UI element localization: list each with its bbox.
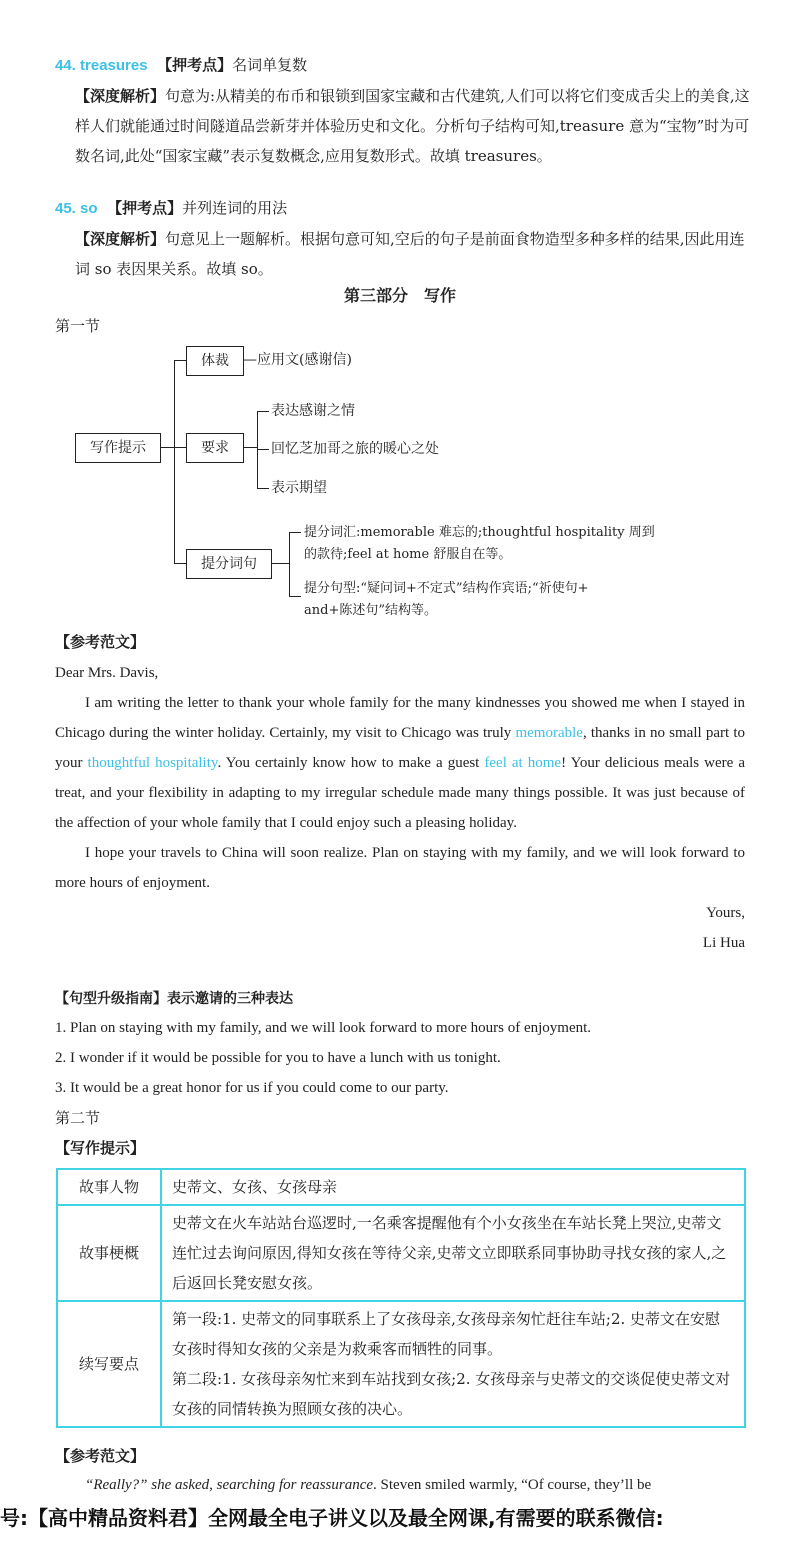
table-cell-content: 史蒂文、女孩、女孩母亲 <box>161 1169 745 1205</box>
q44-block <box>55 50 755 171</box>
mindmap-req-item: 表示期望 <box>271 480 327 496</box>
connector <box>289 532 290 596</box>
table-cell-content: 史蒂文在火车站站台巡逻时,一名乘客提醒他有个小女孩坐在车站长凳上哭泣,史蒂文连忙过去询问原因,得知女孩在等待父亲,史蒂文立即联系同事协助寻找女孩的家人,之后返回长凳安慰女孩。 <box>161 1205 745 1301</box>
q45-header <box>55 193 755 224</box>
sample2-text <box>55 1470 755 1500</box>
upgrade-item: 2. I wonder if it would be possible for you to have a lunch with us tonight. <box>55 1050 501 1066</box>
part3-title: 第三部分 写作 <box>343 286 456 305</box>
sample2-quote: she asked <box>147 1477 210 1493</box>
q44-header <box>55 50 755 81</box>
mindmap-score-sentences <box>304 578 588 622</box>
table-cell-label: 续写要点 <box>57 1301 161 1427</box>
highlight-phrase: feel at home <box>484 755 562 771</box>
score-sentence-line: and+陈述句”结构等。 <box>304 603 437 618</box>
upgrade-title: 【句型升级指南】表示邀请的三种表达 <box>55 991 293 1007</box>
sample2-text-part: . Steven smiled warmly, “Of course, they’ll be <box>373 1477 652 1493</box>
table-cell-content <box>161 1301 745 1427</box>
sample-label: 【参考范文】 <box>55 633 146 651</box>
letter-text: , thanks in no small part to your <box>55 725 745 771</box>
highlight-phrase: thoughtful hospitality <box>87 755 218 771</box>
writing-tips-label: 【写作提示】 <box>55 1139 146 1157</box>
q45-point-text: 并列连词的用法 <box>182 199 288 217</box>
table-row <box>57 1169 745 1205</box>
mindmap-root: 写作提示 <box>75 433 161 463</box>
q44-point-text: 名词单复数 <box>232 56 308 74</box>
q45-block <box>55 193 755 284</box>
letter-paragraph <box>55 688 745 838</box>
connector <box>174 360 186 361</box>
table-row <box>57 1205 745 1301</box>
upgrade-guide <box>55 985 755 1103</box>
table-row <box>57 1301 745 1427</box>
connector <box>271 563 289 564</box>
mindmap-genre: 体裁 <box>186 346 244 376</box>
table-cell-line: 第一段:1. 史蒂文的同事联系上了女孩母亲,女孩母亲匆忙赶往车站;2. 史蒂文在安慰女孩时得知女孩的父亲是为救乘客而牺牲的同事。 <box>172 1310 721 1358</box>
q44-analysis-label: 【深度解析】 <box>75 87 166 105</box>
connector <box>160 447 174 448</box>
table-cell-line: 第二段:1. 女孩母亲匆忙来到车站找到女孩;2. 女孩母亲与史蒂文的交谈促使史蒂文对女孩的同情转换为照顾女孩的决心。 <box>172 1370 731 1418</box>
sample2-text-part: , <box>209 1477 217 1493</box>
section1-title: 第一节 <box>55 317 101 335</box>
q44-analysis <box>55 81 755 171</box>
letter-text: I am writing the letter to thank your whole family for the many kindnesses you showed me when I stayed in Chicago during the winter holiday. Certainly, my visit to Chicago was truly <box>55 695 745 741</box>
section2-title: 第二节 <box>55 1109 101 1127</box>
sample2-label: 【参考范文】 <box>55 1447 146 1465</box>
letter-closing: Yours, <box>706 905 745 921</box>
q45-analysis-text: 句意见上一题解析。根据句意可知,空后的句子是前面食物造型多种多样的结果,因此用连词 so 表因果关系。故填 so。 <box>75 230 745 278</box>
connector <box>174 447 186 448</box>
connector <box>174 563 186 564</box>
table-cell-label: 故事人物 <box>57 1169 161 1205</box>
letter-signature: Li Hua <box>702 935 745 951</box>
mindmap-score-words <box>304 522 655 566</box>
q45-point-label: 【押考点】 <box>107 199 183 217</box>
mindmap-score: 提分词句 <box>186 549 272 579</box>
q44-analysis-text: 句意为:从精美的布币和银锁到国家宝藏和古代建筑,人们可以将它们变成舌尖上的美食,这样人们就能通过时间隧道品尝新芽并体验历史和文化。分析句子结构可知,treasure 意为“宝物”时为可数名词,此处“国家宝藏”表示复数概念,应用复数形式。故填 treasures。 <box>75 87 750 165</box>
upgrade-item: 1. Plan on staying with my family, and we will look forward to more hours of enjoyment. <box>55 1020 592 1036</box>
upgrade-item: 3. It would be a great honor for us if you could come to our party. <box>55 1080 449 1096</box>
mindmap-genre-value: —应用文(感谢信) <box>243 352 352 368</box>
sample-letter <box>55 658 745 958</box>
letter-paragraph: I hope your travels to China will soon realize. Plan on staying with my family, and we will look forward to more hours of enjoyment. <box>55 845 745 891</box>
sample2-quote: “Really?” <box>85 1477 148 1493</box>
connector <box>243 447 257 448</box>
q45-analysis-label: 【深度解析】 <box>75 230 166 248</box>
q45-analysis <box>55 224 755 284</box>
connector <box>289 532 301 533</box>
mindmap-req-item: 表达感谢之情 <box>271 403 355 419</box>
highlight-phrase: memorable <box>515 725 583 741</box>
score-words-line: 提分词汇:memorable 难忘的;thoughtful hospitality 周到 <box>304 525 655 540</box>
q44-number: 44. treasures <box>55 57 148 74</box>
letter-text: . You certainly know how to make a guest <box>217 755 485 771</box>
connector <box>174 360 175 563</box>
connector <box>289 596 301 597</box>
story-table <box>56 1168 746 1428</box>
table-cell-label: 故事梗概 <box>57 1205 161 1301</box>
q45-number: 45. so <box>55 200 98 217</box>
connector <box>257 411 269 412</box>
score-words-line: 的款待;feel at home 舒服自在等。 <box>304 547 512 562</box>
q44-point-label: 【押考点】 <box>157 56 233 74</box>
sample2-italic: searching for reassurance <box>216 1477 374 1493</box>
mindmap-requirements: 要求 <box>186 433 244 463</box>
letter-greeting: Dear Mrs. Davis, <box>55 665 159 681</box>
footer-banner: 号:【高中精品资料君】全网最全电子讲义以及最全网课,有需要的联系微信: <box>0 1506 664 1530</box>
letter-text: ! Your delicious meals were a treat, and your flexibility in adapting to my irregular schedule made many things possible. It was just because of the affection of your whole family that I could enjoy such a pleasing holiday. <box>55 755 745 831</box>
connector <box>257 449 269 450</box>
mindmap-req-item: 回忆芝加哥之旅的暖心之处 <box>271 441 439 457</box>
connector <box>257 488 269 489</box>
score-sentence-line: 提分句型:“疑问词+不定式”结构作宾语;“祈使句+ <box>304 581 589 596</box>
